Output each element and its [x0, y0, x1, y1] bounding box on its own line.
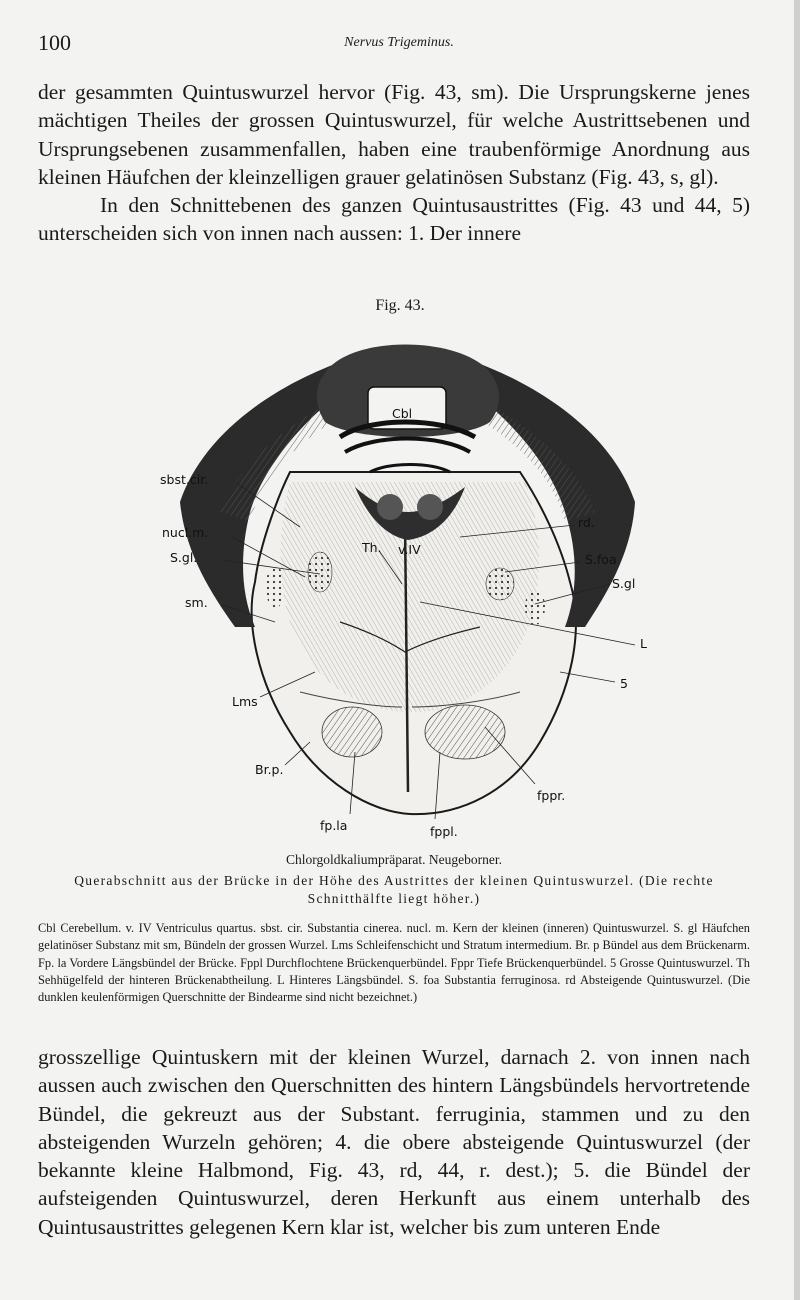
- label-rd: rd.: [578, 515, 595, 530]
- figure-43: [140, 322, 660, 842]
- label-v-iv: v.IV: [398, 542, 421, 557]
- caption-title: Querabschnitt aus der Brücke in der Höhe des Austrittes der kleinen Quintuswurzel. (Die rechte Schnitthälfte liegt höher.): [74, 873, 714, 906]
- label-br-p: Br.p.: [255, 762, 284, 777]
- page-number: 100: [38, 30, 71, 55]
- body-text-top: [38, 78, 750, 248]
- cerebellum: [317, 345, 499, 453]
- label-s-foa: S.foa: [585, 552, 617, 567]
- label-th: Th.: [362, 540, 382, 555]
- body-text-bottom: [38, 1043, 750, 1241]
- page-edge-shadow: [794, 0, 800, 1300]
- label-fppr: fppr.: [537, 788, 566, 803]
- label-sm: sm.: [185, 595, 208, 610]
- label-s-gl-left: S.gl.: [170, 550, 198, 565]
- label-fppl: fppl.: [430, 824, 458, 839]
- label-cbl: Cbl: [392, 406, 413, 421]
- figure-label: Fig. 43.: [375, 297, 425, 314]
- label-nucl-m: nucl.m.: [162, 525, 209, 540]
- paragraph-2: In den Schnittebenen des ganzen Quintusaustrittes (Fig. 43 und 44, 5) unterscheiden sich von innen nach aussen: 1. Der innere: [38, 193, 750, 246]
- paragraph-1: der gesammten Quintuswurzel hervor (Fig. 43, sm). Die Ursprungskerne jenes mächtigen Theiles der grossen Quintuswurzel, für welche Austrittsebenen und Ursprungsebenen zusammenfallen, haben eine traubenförmige Anordnung aus kleinen Häufchen der kleinzelligen grauer gelatinösen Substanz (Fig. 43, s, gl).: [38, 80, 750, 189]
- label-s-gl-right: S.gl: [612, 576, 636, 591]
- paragraph-3: grosszellige Quintuskern mit der kleinen Wurzel, darnach 2. von innen nach aussen auch zwischen den Querschnitten des hintern Längsbündels hervortretende Bündel, die gekreuzt aus der Substant. ferruginia, stammen und zu den absteigenden Wurzeln gehören; 4. die obere absteigende Quintuswurzel (der bekannte kleine Halbmond, Fig. 43, rd, 44, r. dest.); 5. die Bündel der aufsteigenden Quintuswurzel, deren Herkunft aus einem unterhalb des Quintusaustrittes gelegenen Kern klar ist, welcher bis zum unteren Ende: [38, 1045, 750, 1239]
- caption-legend: Cbl Cerebellum. v. IV Ventriculus quartus. sbst. cir. Substantia cinerea. nucl. m. Kern der kleinen (inneren) Quintuswurzel. S. gl Häufchen gelatinöser Substanz mit sm, Bündeln der grossen Wurzel. Lms Schleifenschicht und Stratum intermedium. Br. p Bündel aus dem Brückenarm. Fp. la Vordere Längsbündel der Brücke. Fppl Durchflochtene Brückenquerbündel. Fppr Tiefe Brückenquerbündel. 5 Grosse Quintuswurzel. Th Sehhügelfeld der hinteren Brückenabtheilung. L Hinteres Längsbündel. S. foa Substantia ferruginosa. rd Absteigende Quintuswurzel. (Die dunklen keulenförmigen Querschnitte der Bindearme sind nicht bezeichnet.): [38, 921, 750, 1005]
- caption-preparation: Chlorgoldkaliumpräparat. Neugeborner.: [285, 852, 503, 867]
- label-lms: Lms: [232, 694, 258, 709]
- running-title: Nervus Trigeminus.: [344, 35, 454, 50]
- brainstem-section-illustration: [140, 322, 660, 842]
- label-sbst-cir: sbst.cir.: [160, 472, 209, 487]
- label-fp-la: fp.la: [320, 818, 348, 833]
- label-five: 5: [620, 676, 628, 691]
- page-header: [38, 30, 760, 56]
- label-l: L: [640, 636, 647, 651]
